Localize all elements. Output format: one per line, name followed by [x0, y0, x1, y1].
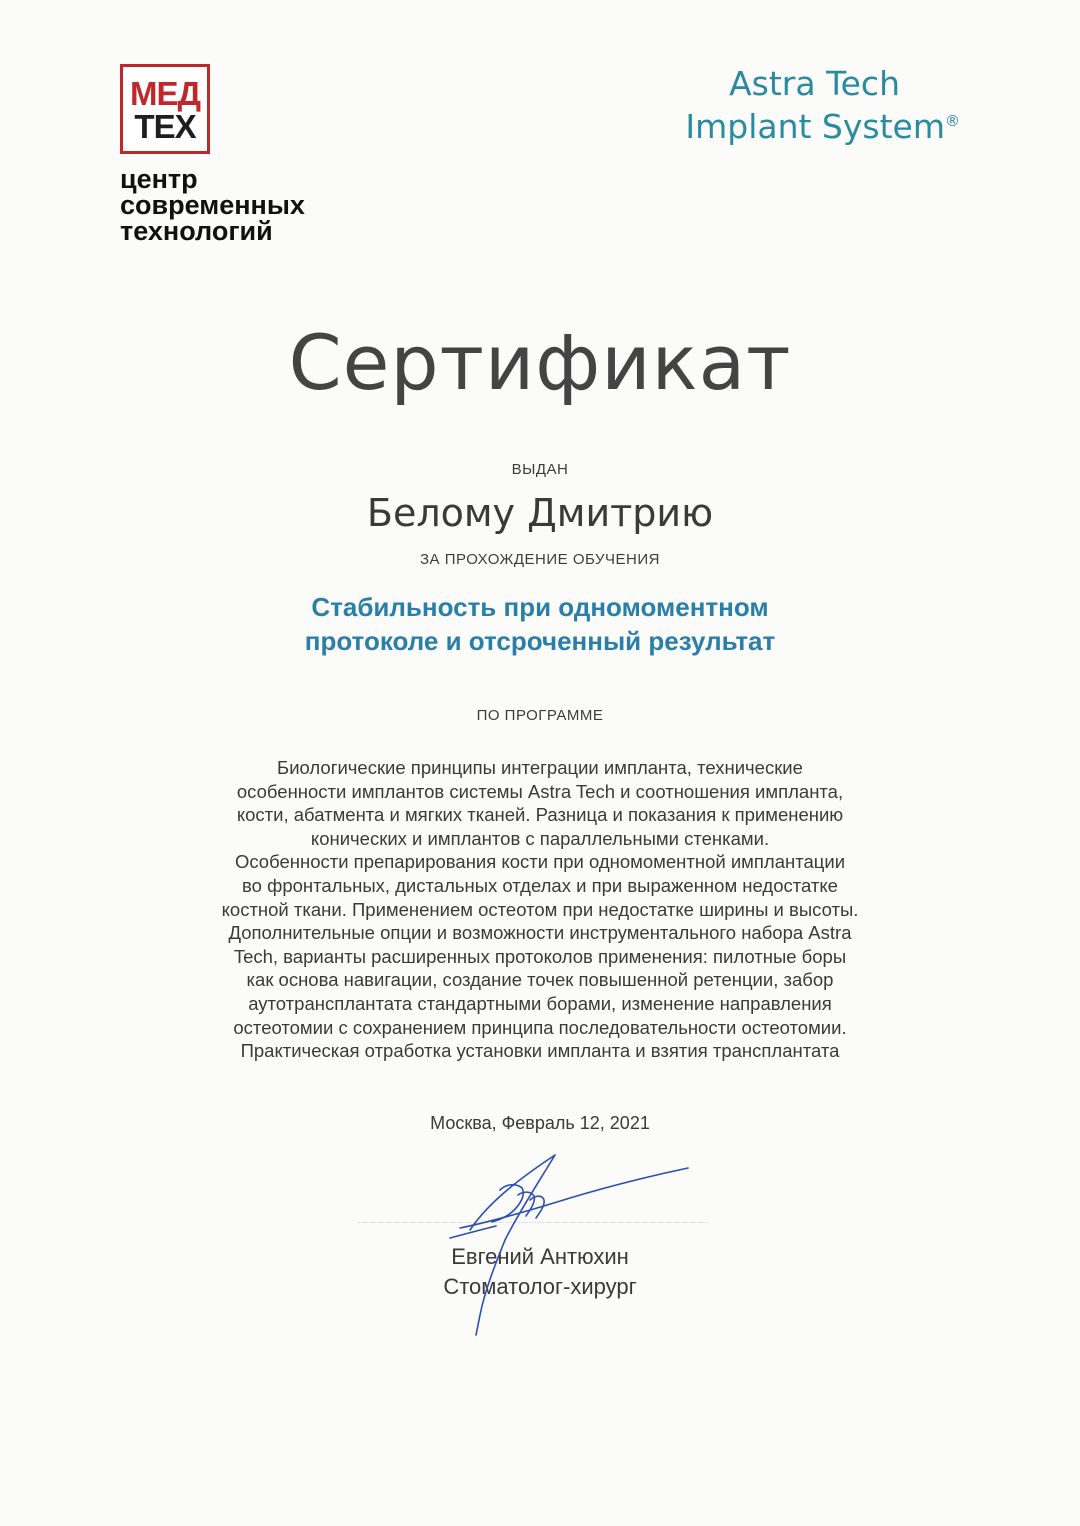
- recipient-name: Белому Дмитрию: [366, 491, 714, 535]
- logo-line-2: ТЕХ: [134, 108, 196, 145]
- description-line: остеотомии с сохранением принципа последовательности остеотомии.: [233, 1016, 847, 1038]
- description-line: как основа навигации, создание точек повышенной ретенции, забор: [246, 969, 834, 991]
- logo-box: [120, 64, 210, 154]
- description-line: Особенности препарирования кости при одномоментной имплантации: [234, 851, 846, 873]
- description-line: костной ткани. Применением остеотом при недостатке ширины и высоты.: [221, 898, 859, 920]
- description-line: Биологические принципы интеграции импланта, технические: [277, 757, 803, 778]
- tagline-line-1: центр: [120, 164, 198, 194]
- astra-tech-brand: [685, 62, 960, 148]
- description-line: особенности имплантов системы Astra Tech и соотношения импланта,: [236, 780, 844, 802]
- issued-label: ВЫДАН: [511, 461, 569, 478]
- for-training-label: ЗА ПРОХОЖДЕНИЕ ОБУЧЕНИЯ: [420, 551, 660, 568]
- course-title-line-1: Стабильность при одномоментном: [311, 592, 769, 622]
- description-line: во фронтальных, дистальных отделах и при выраженном недостатке: [242, 874, 838, 896]
- description-line: Практическая отработка установки импланта и взятия трансплантата: [240, 1040, 840, 1062]
- program-label: ПО ПРОГРАММЕ: [476, 707, 604, 724]
- medtex-logo: [120, 64, 305, 244]
- tagline-line-3: технологий: [120, 216, 273, 246]
- program-description: [140, 756, 940, 1063]
- description-line: Tech, варианты расширенных протоколов применения: пилотные боры: [233, 945, 847, 967]
- brand-line-2-text: Implant System: [685, 107, 945, 146]
- description-line: аутотрансплантата стандартными борами, изменение направления: [248, 992, 832, 1014]
- logo-tagline: [120, 166, 305, 244]
- place-and-date: Москва, Февраль 12, 2021: [430, 1113, 650, 1133]
- registered-mark: ®: [945, 112, 960, 130]
- brand-line-2: [685, 105, 960, 148]
- description-line: Дополнительные опции и возможности инструментального набора Astra: [228, 922, 852, 944]
- description-line: кости, абатмента и мягких тканей. Разница и показания к применению: [236, 804, 844, 826]
- tagline-line-2: современных: [120, 190, 305, 220]
- certificate-title: Сертификат: [288, 318, 792, 407]
- course-title: [0, 590, 1080, 658]
- description-line: конических и имплантов с параллельными стенками.: [310, 827, 770, 849]
- signer-title: Стоматолог-хирург: [443, 1274, 637, 1299]
- brand-line-1: Astra Tech: [729, 64, 900, 103]
- signer-name: Евгений Антюхин: [451, 1244, 629, 1269]
- handwritten-signature: [430, 1150, 700, 1340]
- logo-line-1: МЕД: [129, 75, 200, 112]
- course-title-line-2: протоколе и отсроченный результат: [304, 626, 776, 656]
